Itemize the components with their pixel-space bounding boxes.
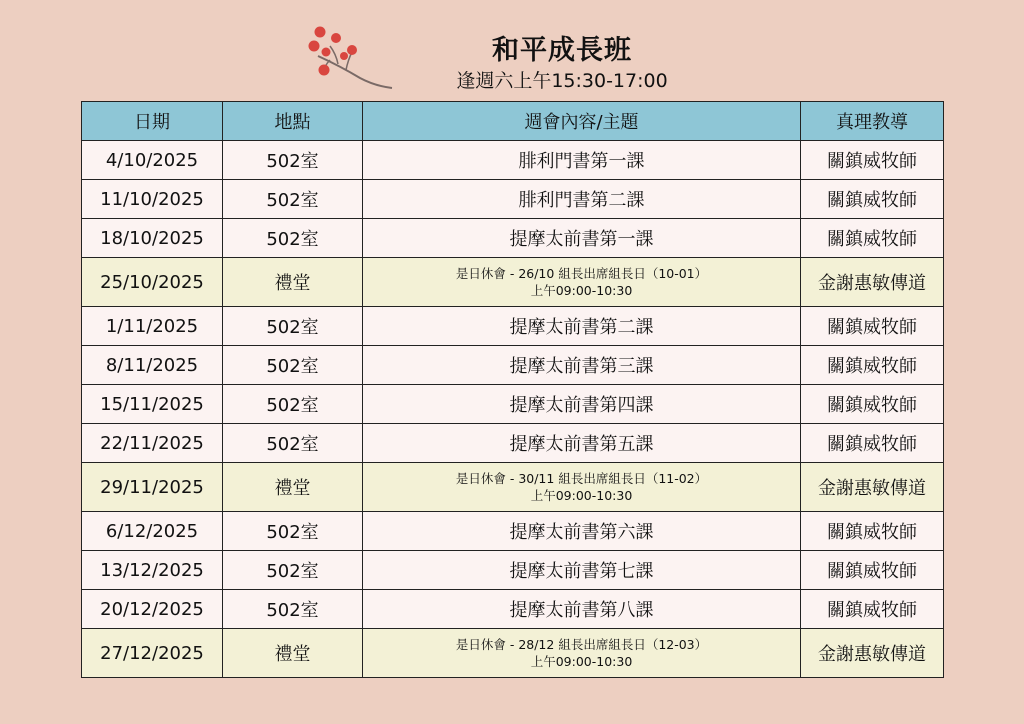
cell-topic (363, 463, 801, 512)
cell-date: 11/10/2025 (82, 180, 223, 219)
table-row (82, 141, 944, 180)
cell-topic: 提摩太前書第八課 (363, 590, 801, 629)
cell-date: 22/11/2025 (82, 424, 223, 463)
cell-place: 502室 (223, 346, 363, 385)
cell-topic: 提摩太前書第四課 (363, 385, 801, 424)
cell-date: 6/12/2025 (82, 512, 223, 551)
cell-teacher: 關鎮威牧師 (801, 424, 944, 463)
berry-branch-icon (300, 26, 400, 92)
schedule-table (81, 101, 944, 678)
cell-teacher: 關鎮威牧師 (801, 307, 944, 346)
cell-date: 27/12/2025 (82, 629, 223, 678)
cell-date: 29/11/2025 (82, 463, 223, 512)
cell-place: 502室 (223, 590, 363, 629)
page-title: 和平成長班 (492, 35, 632, 66)
cell-place: 禮堂 (223, 258, 363, 307)
cell-topic: 腓利門書第二課 (363, 180, 801, 219)
table-row (82, 385, 944, 424)
cell-teacher: 金謝惠敏傳道 (801, 463, 944, 512)
cell-teacher: 關鎮威牧師 (801, 551, 944, 590)
cell-date: 13/12/2025 (82, 551, 223, 590)
cell-topic-note: 上午09:00-10:30 (530, 283, 633, 298)
page-header (300, 26, 720, 96)
cell-topic-main: 是日休會 - 30/11 組長出席組長日（11-02） (455, 471, 708, 486)
cell-date: 18/10/2025 (82, 219, 223, 258)
cell-topic: 提摩太前書第五課 (363, 424, 801, 463)
cell-place: 502室 (223, 551, 363, 590)
table-row-special (82, 629, 944, 678)
table-header-row (82, 102, 944, 141)
cell-place: 502室 (223, 307, 363, 346)
table-row (82, 551, 944, 590)
table-row (82, 424, 944, 463)
cell-place: 502室 (223, 141, 363, 180)
column-header-date: 日期 (82, 102, 223, 141)
cell-topic (363, 258, 801, 307)
page-subtitle: 逢週六上午15:30-17:00 (456, 70, 668, 92)
cell-date: 25/10/2025 (82, 258, 223, 307)
cell-place: 禮堂 (223, 463, 363, 512)
cell-teacher: 關鎮威牧師 (801, 512, 944, 551)
column-header-topic: 週會內容/主題 (363, 102, 801, 141)
cell-teacher: 關鎮威牧師 (801, 180, 944, 219)
table-row (82, 219, 944, 258)
cell-date: 1/11/2025 (82, 307, 223, 346)
cell-place: 502室 (223, 180, 363, 219)
column-header-place: 地點 (223, 102, 363, 141)
cell-place: 502室 (223, 219, 363, 258)
cell-topic: 腓利門書第一課 (363, 141, 801, 180)
cell-place: 502室 (223, 385, 363, 424)
table-row (82, 346, 944, 385)
cell-topic: 提摩太前書第二課 (363, 307, 801, 346)
cell-teacher: 關鎮威牧師 (801, 219, 944, 258)
cell-date: 15/11/2025 (82, 385, 223, 424)
cell-teacher: 金謝惠敏傳道 (801, 258, 944, 307)
cell-topic-main: 是日休會 - 28/12 組長出席組長日（12-03） (455, 637, 708, 652)
cell-date: 4/10/2025 (82, 141, 223, 180)
table-row-special (82, 463, 944, 512)
cell-place: 502室 (223, 512, 363, 551)
cell-teacher: 關鎮威牧師 (801, 590, 944, 629)
cell-place: 502室 (223, 424, 363, 463)
cell-teacher: 關鎮威牧師 (801, 141, 944, 180)
cell-topic (363, 629, 801, 678)
table-row (82, 307, 944, 346)
column-header-teacher: 真理教導 (801, 102, 944, 141)
cell-teacher: 關鎮威牧師 (801, 385, 944, 424)
cell-topic: 提摩太前書第六課 (363, 512, 801, 551)
cell-topic-note: 上午09:00-10:30 (530, 488, 633, 503)
cell-date: 20/12/2025 (82, 590, 223, 629)
cell-topic: 提摩太前書第七課 (363, 551, 801, 590)
cell-topic-main: 是日休會 - 26/10 組長出席組長日（10-01） (455, 266, 708, 281)
table-row (82, 590, 944, 629)
cell-place: 禮堂 (223, 629, 363, 678)
cell-teacher: 金謝惠敏傳道 (801, 629, 944, 678)
table-row (82, 180, 944, 219)
table-row (82, 512, 944, 551)
cell-teacher: 關鎮威牧師 (801, 346, 944, 385)
cell-topic: 提摩太前書第三課 (363, 346, 801, 385)
table-row-special (82, 258, 944, 307)
cell-date: 8/11/2025 (82, 346, 223, 385)
cell-topic: 提摩太前書第一課 (363, 219, 801, 258)
cell-topic-note: 上午09:00-10:30 (530, 654, 633, 669)
